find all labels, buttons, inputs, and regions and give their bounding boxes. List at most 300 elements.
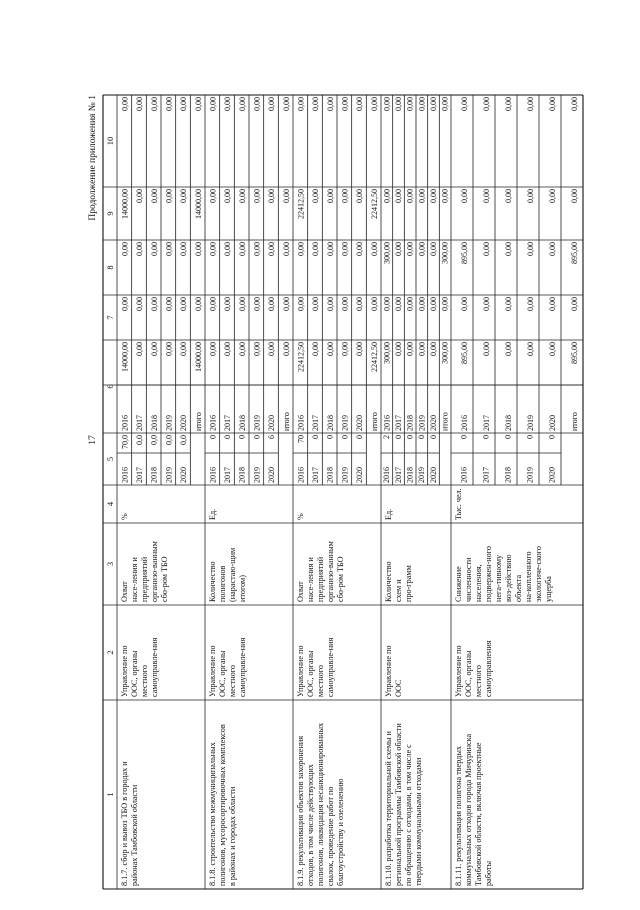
- amount-col9: 0,00: [525, 189, 535, 203]
- amount-col7: 0,00: [223, 297, 233, 311]
- measure-text: твердыми коммунальными отходами: [414, 757, 423, 886]
- unit-text: %: [120, 513, 129, 520]
- indicator-text: населения,: [474, 564, 483, 602]
- amount-col10: 0,00: [164, 97, 174, 111]
- amount-col7: 0,00: [394, 297, 404, 311]
- indicator-text: организо-ванным: [150, 541, 159, 602]
- amount-col8: 0,00: [296, 242, 306, 256]
- indicator-text: насе-ления и: [130, 557, 139, 602]
- executor-text: самоуправле-ния: [238, 637, 247, 697]
- fin-year-label: 2018: [325, 415, 335, 431]
- amount-col8: 0,00: [120, 242, 130, 256]
- year-label: 2020: [178, 467, 188, 483]
- amount-col7: 0,00: [569, 297, 579, 311]
- indicator-value: 0: [222, 435, 232, 439]
- amount-col10: 0,00: [149, 97, 159, 111]
- total-amount: 0,00: [311, 342, 321, 356]
- amount-col7: 0,00: [149, 297, 159, 311]
- amount-col9: 14000,00: [193, 189, 203, 219]
- fin-year-label: 2016: [296, 415, 306, 431]
- amount-col8: 0,00: [369, 242, 379, 256]
- total-amount: 0,00: [179, 342, 189, 356]
- amount-col9: 0,00: [325, 189, 335, 203]
- amount-col7: 0,00: [405, 297, 415, 311]
- year-label: 2016: [120, 467, 130, 483]
- year-label: 2020: [266, 467, 276, 483]
- amount-col8: 0,00: [149, 242, 159, 256]
- executor-text: ООС, органы: [306, 650, 315, 697]
- total-amount: 300,00: [440, 342, 450, 364]
- indicator-text: предприятий: [140, 556, 149, 602]
- fin-year-label: 2016: [459, 415, 469, 431]
- total-amount: 0,00: [525, 342, 535, 356]
- amount-col9: 0,00: [355, 189, 365, 203]
- amount-col8: 0,00: [135, 242, 145, 256]
- total-amount: 895,00: [459, 342, 469, 364]
- year-label: 2018: [149, 467, 159, 483]
- executor-text: самоуправле-ния: [326, 637, 335, 697]
- unit-text: Тыс. чел.: [454, 488, 463, 520]
- measure-text: отходов, в том числе действующих: [306, 764, 315, 886]
- year-label: 2017: [481, 467, 491, 483]
- fin-year-label: 2016: [382, 415, 392, 431]
- amount-col8: 0,00: [405, 242, 415, 256]
- executor-text: местного: [140, 665, 149, 697]
- measure-text: 8.1.9. рекультивация объектов захоронения: [296, 736, 305, 886]
- fin-year-label: 2020: [355, 415, 365, 431]
- amount-col10: 0,00: [405, 97, 415, 111]
- amount-col10: 0,00: [417, 97, 427, 111]
- amount-col8: 0,00: [164, 242, 174, 256]
- executor-text: самоуправле-ния: [150, 637, 159, 697]
- fin-year-label: 2020: [547, 415, 557, 431]
- amount-col8: 0,00: [325, 242, 335, 256]
- indicator-value: 0: [354, 435, 364, 439]
- measure-text: по обращению с отходами, в том числе с: [404, 744, 413, 886]
- column-number: 5: [105, 456, 115, 462]
- year-label: 2020: [354, 467, 364, 483]
- amount-col9: 22412,50: [369, 189, 379, 219]
- measure-text: коммунальных отходов города Мичуринска: [464, 733, 473, 886]
- year-label: 2016: [459, 467, 469, 483]
- indicator-text: Количество: [384, 561, 393, 602]
- year-label: 2018: [503, 467, 513, 483]
- indicator-text: экологиче-ского: [534, 546, 543, 602]
- amount-col7: 0,00: [382, 297, 392, 311]
- amount-col8: 0,00: [281, 242, 291, 256]
- year-label: 2020: [547, 467, 557, 483]
- executor-text: Управление по: [296, 645, 305, 697]
- amount-col10: 0,00: [440, 97, 450, 111]
- total-amount: 0,00: [164, 342, 174, 356]
- measure-text: 8.1.11. рекультивация полигона твердых: [454, 746, 463, 886]
- total-amount: 0,00: [267, 342, 277, 356]
- amount-col7: 0,00: [135, 297, 145, 311]
- indicator-value: 0: [525, 435, 535, 439]
- executor-text: ООС, органы: [464, 650, 473, 697]
- page-number: 17: [88, 435, 98, 445]
- fin-year-label: итого: [281, 412, 291, 431]
- fin-year-label: 2018: [405, 415, 415, 431]
- executor-text: Управление по: [454, 645, 463, 697]
- unit-text: Ед.: [208, 508, 217, 520]
- amount-col7: 0,00: [340, 297, 350, 311]
- fin-year-label: 2020: [179, 415, 189, 431]
- total-amount: 0,00: [237, 342, 247, 356]
- column-number: 7: [105, 315, 115, 320]
- indicator-text: про-грамм: [404, 565, 413, 602]
- amount-col9: 0,00: [340, 189, 350, 203]
- amount-col9: 14000,00: [120, 189, 130, 219]
- amount-col10: 0,00: [223, 97, 233, 111]
- fin-year-label: 2019: [417, 415, 427, 431]
- fin-year-label: итого: [440, 412, 450, 431]
- amount-col10: 0,00: [525, 97, 535, 111]
- year-label: 2020: [428, 467, 438, 483]
- executor-text: самоуправления: [484, 640, 493, 697]
- fin-year-label: 2020: [267, 415, 277, 431]
- indicator-value: 0: [503, 435, 513, 439]
- fin-year-label: 2019: [164, 415, 174, 431]
- amount-col9: 0,00: [569, 189, 579, 203]
- indicator-text: Снижение: [454, 566, 463, 602]
- amount-col10: 0,00: [429, 97, 439, 111]
- indicator-value: 2: [382, 435, 392, 439]
- fin-year-label: 2017: [135, 415, 145, 431]
- measure-text: Тамбовской области, включая проектные: [474, 742, 483, 886]
- amount-col9: 0,00: [547, 189, 557, 203]
- amount-col9: 0,00: [440, 189, 450, 203]
- total-amount: 14000,00: [193, 342, 203, 372]
- fin-year-label: итого: [193, 412, 203, 431]
- amount-col9: 0,00: [481, 189, 491, 203]
- executor-text: Управление по: [384, 645, 393, 697]
- indicator-text: объекта: [514, 574, 523, 602]
- total-amount: 0,00: [281, 342, 291, 356]
- amount-col8: 895,00: [459, 242, 469, 264]
- indicator-text: полигонов: [218, 565, 227, 602]
- amount-col9: 0,00: [429, 189, 439, 203]
- year-label: 2016: [382, 467, 392, 483]
- indicator-text: (нарастаю-щим: [228, 547, 237, 602]
- amount-col7: 0,00: [547, 297, 557, 311]
- amount-col9: 0,00: [149, 189, 159, 203]
- measure-text: 8.1.7. сбор и вывоз ТБО в городах и: [120, 761, 129, 886]
- amount-col9: 0,00: [208, 189, 218, 203]
- year-label: 2019: [417, 467, 427, 483]
- indicator-text: Охват: [120, 581, 129, 602]
- amount-col10: 0,00: [311, 97, 321, 111]
- indicator-value: 70: [296, 435, 306, 443]
- total-amount: 0,00: [405, 342, 415, 356]
- total-amount: 0,00: [252, 342, 262, 356]
- fin-year-label: 2019: [525, 415, 535, 431]
- executor-text: местного: [228, 665, 237, 697]
- executor-text: местного: [316, 665, 325, 697]
- amount-col10: 0,00: [369, 97, 379, 111]
- amount-col7: 0,00: [120, 297, 130, 311]
- measure-text: полигонов, ликвидация несанкционированных: [316, 722, 325, 886]
- indicator-text: нега-тивному: [494, 554, 503, 602]
- indicator-value: 0: [428, 435, 438, 439]
- amount-col7: 0,00: [252, 297, 262, 311]
- amount-col8: 0,00: [503, 242, 513, 256]
- unit-text: %: [296, 513, 305, 520]
- rotated-table-group: [88, 95, 583, 889]
- amount-col8: 0,00: [267, 242, 277, 256]
- amount-col10: 0,00: [394, 97, 404, 111]
- indicator-value: 6: [266, 435, 276, 439]
- indicator-value: 0: [237, 435, 247, 439]
- amount-col8: 0,00: [208, 242, 218, 256]
- column-number: 9: [105, 211, 115, 216]
- total-amount: 300,00: [382, 342, 392, 364]
- amount-col8: 0,00: [311, 242, 321, 256]
- amount-col8: 895,00: [569, 242, 579, 264]
- indicator-text: итогом): [238, 575, 247, 602]
- appendix-title: Продолжение приложения № 1: [88, 95, 98, 221]
- amount-col9: 0,00: [135, 189, 145, 203]
- total-amount: 22412,50: [296, 342, 306, 372]
- column-number: 8: [105, 265, 115, 270]
- fin-year-label: 2017: [481, 415, 491, 431]
- executor-text: ООС: [394, 679, 403, 697]
- indicator-value: 0: [340, 435, 350, 439]
- year-label: 2017: [310, 467, 320, 483]
- amount-col8: 0,00: [429, 242, 439, 256]
- amount-col9: 0,00: [394, 189, 404, 203]
- amount-col8: 0,00: [193, 242, 203, 256]
- amount-col10: 0,00: [135, 97, 145, 111]
- amount-col8: 0,00: [237, 242, 247, 256]
- executor-text: Управление по: [208, 645, 217, 697]
- amount-col9: 0,00: [252, 189, 262, 203]
- indicator-text: сбо-ром ТБО: [336, 556, 345, 602]
- indicator-value: 0: [208, 435, 218, 439]
- indicator-value: 0: [393, 435, 403, 439]
- amount-col9: 22412,50: [296, 189, 306, 219]
- executor-text: Управление по: [120, 645, 129, 697]
- amount-col8: 0,00: [355, 242, 365, 256]
- column-number: 10: [105, 136, 115, 146]
- column-number: 2: [105, 650, 115, 655]
- fin-year-label: 2017: [311, 415, 321, 431]
- indicator-value: 0,0: [149, 435, 159, 445]
- amount-col10: 0,00: [252, 97, 262, 111]
- fin-year-label: 2018: [503, 415, 513, 431]
- amount-col9: 0,00: [164, 189, 174, 203]
- amount-col10: 0,00: [208, 97, 218, 111]
- year-label: 2018: [325, 467, 335, 483]
- total-amount: 0,00: [149, 342, 159, 356]
- executor-text: местного: [474, 665, 483, 697]
- measure-text: районах Тамбовской области: [130, 784, 139, 886]
- amount-col10: 0,00: [120, 97, 130, 111]
- amount-col10: 0,00: [296, 97, 306, 111]
- amount-col9: 0,00: [223, 189, 233, 203]
- amount-col9: 0,00: [179, 189, 189, 203]
- amount-col7: 0,00: [369, 297, 379, 311]
- year-label: 2019: [252, 467, 262, 483]
- fin-year-label: 2020: [429, 415, 439, 431]
- amount-col8: 0,00: [417, 242, 427, 256]
- amount-col10: 0,00: [547, 97, 557, 111]
- total-amount: 0,00: [429, 342, 439, 356]
- total-amount: 0,00: [340, 342, 350, 356]
- column-number: 4: [105, 501, 115, 507]
- indicator-text: численности: [464, 557, 473, 602]
- amount-col9: 0,00: [503, 189, 513, 203]
- amount-col8: 0,00: [252, 242, 262, 256]
- year-label: 2017: [393, 467, 403, 483]
- total-amount: 0,00: [503, 342, 513, 356]
- amount-col10: 0,00: [503, 97, 513, 111]
- total-amount: 0,00: [208, 342, 218, 356]
- amount-col8: 0,00: [394, 242, 404, 256]
- total-amount: 0,00: [417, 342, 427, 356]
- total-amount: 22412,50: [369, 342, 379, 372]
- amount-col7: 0,00: [440, 297, 450, 311]
- measure-text: 8.1.10. разработка территориальной схемы и: [384, 731, 393, 886]
- amount-col7: 0,00: [459, 297, 469, 311]
- column-number: 3: [105, 561, 115, 567]
- fin-year-label: 2016: [208, 415, 218, 431]
- amount-col7: 0,00: [208, 297, 218, 311]
- indicator-text: организо-ванным: [326, 541, 335, 602]
- indicator-value: 0,0: [178, 435, 188, 445]
- indicator-text: предприятий: [316, 556, 325, 602]
- measure-text: в районах и городах области: [228, 786, 237, 886]
- amount-col7: 0,00: [355, 297, 365, 311]
- column-number: 6: [105, 384, 115, 389]
- amount-col7: 0,00: [503, 297, 513, 311]
- indicator-value: 70,0: [120, 435, 130, 449]
- year-label: 2019: [164, 467, 174, 483]
- measure-text: благоустройству и озеленению: [336, 778, 345, 886]
- amount-col7: 0,00: [267, 297, 277, 311]
- amount-col7: 0,00: [281, 297, 291, 311]
- amount-col7: 0,00: [193, 297, 203, 311]
- total-amount: 895,00: [569, 342, 579, 364]
- indicator-text: насе-ления и: [306, 557, 315, 602]
- fin-year-label: 2017: [394, 415, 404, 431]
- amount-col7: 0,00: [325, 297, 335, 311]
- amount-col7: 0,00: [481, 297, 491, 311]
- total-amount: 0,00: [223, 342, 233, 356]
- amount-col8: 0,00: [481, 242, 491, 256]
- indicator-value: 0: [417, 435, 427, 439]
- amount-col8: 0,00: [340, 242, 350, 256]
- executor-text: ООС, органы: [218, 650, 227, 697]
- year-label: 2017: [222, 467, 232, 483]
- amount-col7: 0,00: [296, 297, 306, 311]
- amount-col9: 0,00: [417, 189, 427, 203]
- total-amount: 14000,00: [120, 342, 130, 372]
- fin-year-label: 2016: [120, 415, 130, 431]
- fin-year-label: 2017: [223, 415, 233, 431]
- amount-col10: 0,00: [459, 97, 469, 111]
- amount-col10: 0,00: [355, 97, 365, 111]
- indicator-value: 0: [459, 435, 469, 439]
- amount-col8: 300,00: [382, 242, 392, 264]
- amount-col9: 0,00: [405, 189, 415, 203]
- amount-col10: 0,00: [281, 97, 291, 111]
- indicator-text: Количество: [208, 561, 217, 602]
- amount-col9: 0,00: [311, 189, 321, 203]
- fin-year-label: 2018: [149, 415, 159, 431]
- amount-col10: 0,00: [267, 97, 277, 111]
- amount-col7: 0,00: [525, 297, 535, 311]
- amount-col10: 0,00: [382, 97, 392, 111]
- year-label: 2018: [237, 467, 247, 483]
- total-amount: 0,00: [481, 342, 491, 356]
- indicator-value: 0: [252, 435, 262, 439]
- indicator-value: 0: [325, 435, 335, 439]
- amount-col10: 0,00: [179, 97, 189, 111]
- indicator-value: 0: [405, 435, 415, 439]
- year-label: 2018: [405, 467, 415, 483]
- year-label: 2019: [340, 467, 350, 483]
- fin-year-label: 2019: [340, 415, 350, 431]
- amount-col10: 0,00: [193, 97, 203, 111]
- measure-text: свалок, проведение работ по: [326, 786, 335, 886]
- fin-year-label: итого: [369, 412, 379, 431]
- amount-col10: 0,00: [569, 97, 579, 111]
- amount-col9: 0,00: [281, 189, 291, 203]
- amount-col8: 0,00: [547, 242, 557, 256]
- amount-col7: 0,00: [179, 297, 189, 311]
- amount-col9: 0,00: [237, 189, 247, 203]
- column-number: 1: [105, 792, 115, 797]
- fin-year-label: 2019: [252, 415, 262, 431]
- indicator-text: сбо-ром ТБО: [160, 556, 169, 602]
- year-label: 2019: [525, 467, 535, 483]
- total-amount: 0,00: [394, 342, 404, 356]
- amount-col8: 0,00: [525, 242, 535, 256]
- total-amount: 0,00: [547, 342, 557, 356]
- amount-col10: 0,00: [237, 97, 247, 111]
- total-amount: 0,00: [355, 342, 365, 356]
- amount-col10: 0,00: [340, 97, 350, 111]
- indicator-text: схем и: [394, 579, 403, 602]
- measure-text: работы: [484, 861, 493, 886]
- indicator-text: воз-действию: [504, 554, 513, 602]
- amount-col7: 0,00: [311, 297, 321, 311]
- amount-col8: 300,00: [440, 242, 450, 264]
- amount-col8: 0,00: [223, 242, 233, 256]
- indicator-value: 0: [481, 435, 491, 439]
- unit-text: Ед.: [384, 508, 393, 520]
- indicator-text: подвержен-ного: [484, 546, 493, 602]
- amount-col7: 0,00: [429, 297, 439, 311]
- amount-col10: 0,00: [481, 97, 491, 111]
- amount-col9: 0,00: [267, 189, 277, 203]
- fin-year-label: итого: [569, 412, 579, 431]
- total-amount: 0,00: [135, 342, 145, 356]
- year-label: 2016: [296, 467, 306, 483]
- total-amount: 0,00: [325, 342, 335, 356]
- fin-year-label: 2018: [237, 415, 247, 431]
- indicator-value: 0,0: [164, 435, 174, 445]
- indicator-value: 0,0: [134, 435, 144, 445]
- amount-col7: 0,00: [417, 297, 427, 311]
- year-label: 2017: [134, 467, 144, 483]
- amount-col9: 0,00: [382, 189, 392, 203]
- year-label: 2016: [208, 467, 218, 483]
- measure-text: региональной программы Тамбовской области: [394, 723, 403, 886]
- measure-text: 8.1.8. строительство межмуниципальных: [208, 742, 217, 886]
- indicator-value: 0: [547, 435, 557, 439]
